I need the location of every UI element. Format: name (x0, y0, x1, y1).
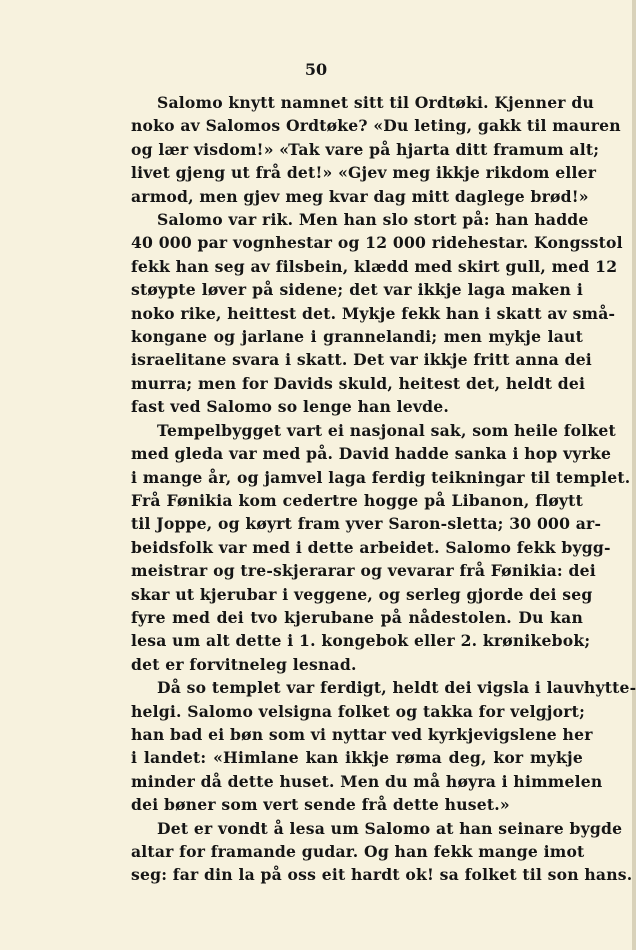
text-line: seg: far din la på oss eit hardt ok! sa folket til son hans. (131, 865, 633, 885)
text-line: fekk han seg av filsbein, klædd med skirt gull, med 12 (131, 256, 618, 276)
text-line: lesa um alt dette i 1. kongebok eller 2. krønikebok; (131, 631, 591, 651)
text-line: Frå Fønikia kom cedertre hogge på Libanon, fløytt (131, 490, 583, 510)
text-line: han bad ei bøn som vi nyttar ved kyrkjevigslene her (131, 724, 593, 744)
text-line: fyre med dei tvo kjerubane på nådestolen. Du kan (131, 607, 583, 627)
text-line: det er forvitneleg lesnad. (131, 654, 357, 674)
paragraph-1 (131, 91, 621, 208)
text-line: fast ved Salomo so lenge han levde. (131, 397, 449, 417)
text-line: til Joppe, og køyrt fram yver Saron-sletta; 30 000 ar- (131, 514, 602, 534)
text-line: med gleda var med på. David hadde sanka i hop vyrke (131, 444, 612, 464)
text-line: armod, men gjev meg kvar dag mitt daglege brød!» (131, 186, 589, 206)
paragraph-4 (131, 676, 636, 816)
text-line: Då so templet var ferdigt, heldt dei vigsla i lauvhytte- (157, 678, 636, 698)
paragraph-5 (131, 817, 633, 887)
text-line: i mange år, og jamvel laga ferdig teikningar til templet. (131, 467, 631, 487)
paragraph-2 (131, 208, 623, 419)
paragraph-3 (131, 419, 631, 676)
text-line: dei bøner som vert sende frå dette huset.» (131, 795, 510, 815)
text-line: noko rike, heittest det. Mykje fekk han i skatt av små- (131, 303, 616, 323)
text-line: Salomo knytt namnet sitt til Ordtøki. Kjenner du (157, 93, 594, 112)
text-line: Det er vondt å lesa um Salomo at han seinare bygde (157, 818, 623, 838)
text-line: 40 000 par vognhestar og 12 000 ridehestar. Kongsstol (131, 233, 623, 253)
text-line: Tempelbygget vart ei nasjonal sak, som heile folket (157, 420, 616, 440)
text-line: og lær visdom!» «Tak vare på hjarta ditt framum alt; (131, 139, 600, 159)
text-line: livet gjeng ut frå det!» «Gjev meg ikkje rikdom eller (131, 163, 597, 183)
body-text (131, 91, 636, 887)
text-line: altar for framande gudar. Og han fekk mange imot (131, 842, 585, 861)
text-line: meistrar og tre-skjerarar og vevarar frå Fønikia: dei (131, 561, 596, 581)
text-line: støypte løver på sidene; det var ikkje laga maken i (131, 280, 583, 300)
text-line: murra; men for Davids skuld, heitest det, heldt dei (131, 373, 586, 393)
text-line: skar ut kjerubar i veggene, og serleg gjorde dei seg (131, 584, 593, 604)
text-line: israelitane svara i skatt. Det var ikkje fritt anna dei (131, 350, 592, 370)
text-line: i landet: «Himlane kan ikkje røma deg, kor mykje (131, 748, 583, 768)
text-line: kongane og jarlane i grannelandi; men mykje laut (131, 327, 583, 347)
page-number: 50 (304, 60, 328, 79)
text-line: minder då dette huset. Men du må høyra i himmelen (131, 771, 603, 791)
text-line: Salomo var rik. Men han slo stort på: han hadde (157, 210, 589, 230)
text-line: noko av Salomos Ordtøke? «Du leting, gakk til mauren (131, 116, 621, 136)
text-line: helgi. Salomo velsigna folket og takka for velgjort; (131, 701, 586, 721)
text-line: beidsfolk var med i dette arbeidet. Salomo fekk bygg- (131, 537, 611, 557)
